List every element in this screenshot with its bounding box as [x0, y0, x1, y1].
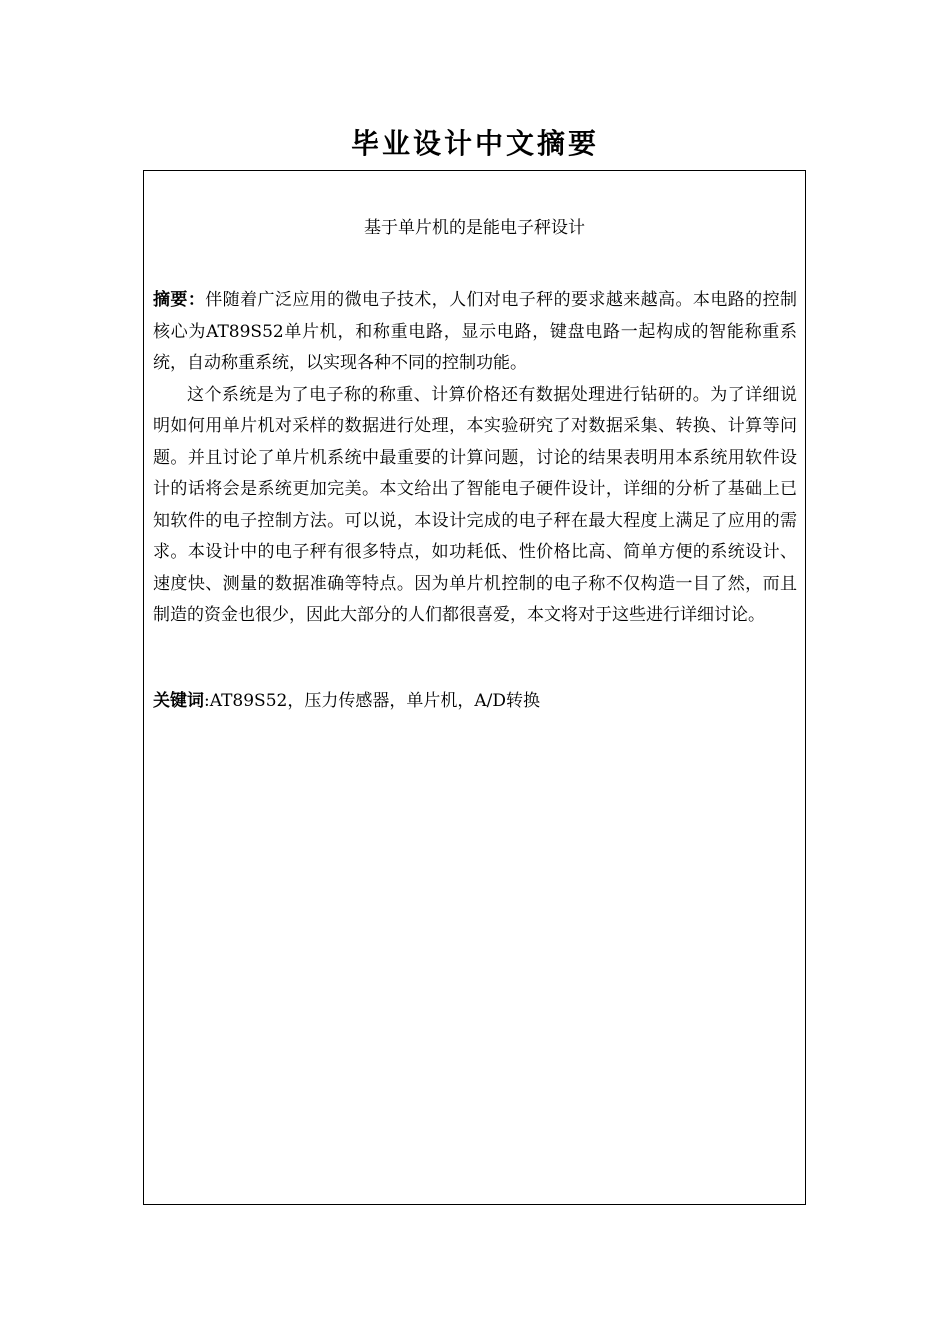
abstract-paragraph-2: 这个系统是为了电子称的称重、计算价格还有数据处理进行钻研的。为了详细说明如何用单片机对采样的数据进行处理，本实验研究了对数据采集、转换、计算等问题。并且讨论了单片机系统中最重要的计算问题，讨论的结果表明用本系统用软件设计的话将会是系统更加完美。本文给出了智能电子硬件设计，详细的分析了基础上已知软件的电子控制方法。可以说，本设计完成的电子秤在最大程度上满足了应用的需求。本设计中的电子秤有很多特点，如功耗低、性价格比高、简单方便的系统设计、速度快、测量的数据准确等特点。因为单片机控制的电子称不仅构造一目了然，而且制造的资金也很少，因此大部分的人们都很喜爱，本文将对于这些进行详细讨论。 [153, 384, 797, 625]
page-title: 毕业设计中文摘要 [350, 127, 599, 160]
abstract-box [143, 170, 806, 1205]
keywords-label: 关键词 [153, 691, 204, 711]
abstract-label: 摘要： [153, 290, 206, 310]
abstract-paragraph-1 [153, 285, 797, 380]
abstract-body [153, 285, 797, 632]
thesis-title: 基于单片机的是能电子秤设计 [364, 218, 585, 238]
abstract-paragraph-1-text: 伴随着广泛应用的微电子技术，人们对电子秤的要求越来越高。本电路的控制核心为AT89S52单片机，和称重电路，显示电路，键盘电路一起构成的智能称重系统，自动称重系统，以实现各种不同的控制功能。 [153, 290, 797, 373]
keywords [153, 687, 797, 715]
keywords-text: :AT89S52，压力传感器，单片机，A/D转换 [204, 691, 540, 711]
